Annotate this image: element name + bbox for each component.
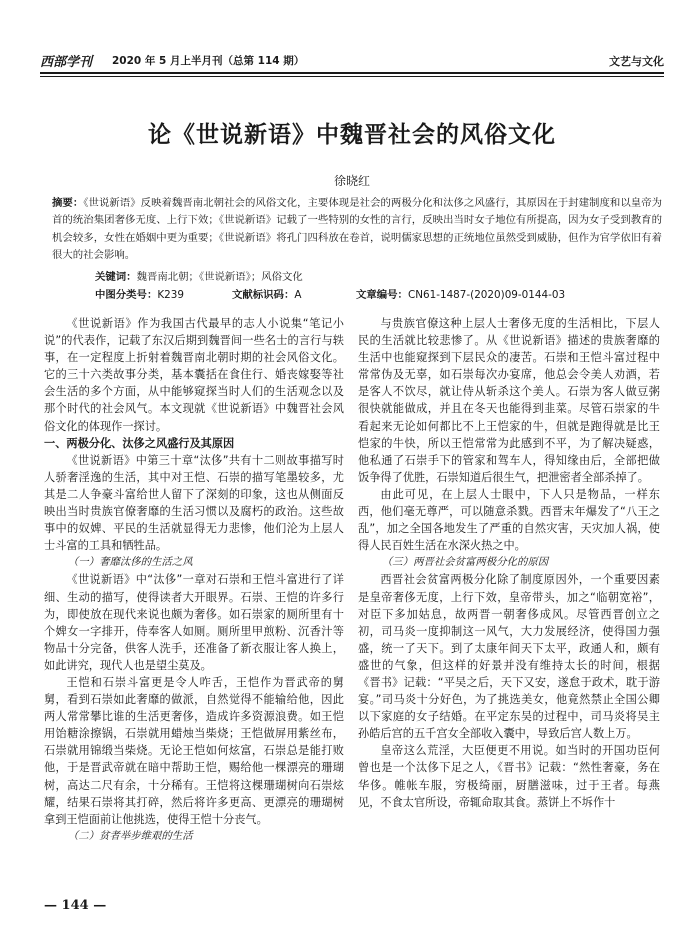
journal-name: 西部学刊 [40, 55, 93, 70]
abstract [52, 195, 662, 264]
classification-number [95, 286, 184, 301]
keywords-text: 魏晋南北朝；《世说新语》；风俗文化 [136, 271, 303, 283]
article-title: 论《世说新语》中魏晋社会的风俗文化 [148, 121, 556, 148]
keywords [95, 268, 303, 283]
body-paragraph: 由此可见，在上层人士眼中，下人只是物品，一样东西，他们毫无尊严，可以随意杀戮。西晋末年爆发了“八王之乱”，加之全国各地发生了严重的自然灾害，天灾加人祸，使得人民百姓生活在水深火热之中。 [358, 487, 660, 553]
section-heading: 一、两极分化、汰侈之风盛行及其原因 [44, 436, 235, 450]
article-no-label: 文章编号： [356, 289, 408, 301]
doc-code-label: 文献标识码： [232, 289, 295, 301]
article-no-value: CN61-1487-(2020)09-0144-03 [407, 289, 566, 301]
subsection-heading: （一）奢靡汰侈的生活之风 [67, 556, 193, 569]
body-paragraph: 西晋社会贫富两极分化除了制度原因外，一个重要因素是皇帝奢侈无度，上行下效，皇帝带头，加之“临朝宽裕”，对臣下多加姑息，故两晋一朝奢侈成风。尽管西晋创立之初，司马炎一度抑制这一风气，大力发展经济，使得国力强盛，统一了天下。到了太康年间天下太平，政通人和，颇有盛世的气象，但这样的好景并没有维持太长的时间，根据《晋书》记载：“平吴之后，天下又安，遂怠于政术，耽于游宴。”司马炎十分好色，为了挑选美女，他竟然禁止全国公卿以下家庭的女子结婚。在平定东吴的过程中，司马炎将吴主孙皓后宫的五千宫女全部收入囊中，导致后宫人数上万。 [358, 573, 660, 741]
header-rule-thin [40, 76, 664, 77]
issue-info: 2020 年 5 月上半月刊（总第 114 期） [112, 55, 305, 67]
page-number: — 144 — [44, 898, 107, 913]
body-column-left [44, 315, 344, 845]
header-rule-thick [40, 72, 664, 74]
classification-label: 中图分类号： [95, 289, 158, 301]
abstract-label: 摘要： [52, 197, 84, 209]
body-paragraph: 《世说新语》中“汰侈”一章对石崇和王恺斗富进行了详细、生动的描写，使得读者大开眼界。石崇、王恺的许多行为，即使放在现代来说也颇为奢侈。如石崇家的厕所里有十个婢女一字排开，侍奉客人如厕。厕所里甲煎粉、沉香汁等物品十分完备，供客人洗手，还准备了新衣服让客人换上，如此讲究，现代人也是望尘莫及。 [44, 573, 344, 672]
subsection-heading: （二）贫者举步维艰的生活 [67, 829, 193, 842]
body-paragraph: 皇帝这么荒淫，大臣便更不用说。如当时的开国功臣何曾也是一个汰侈下足之人，《晋书》记载：“然性奢豪，务在华侈。帷帐车服，穷极绮丽，厨膳滋味，过于王者。每燕见，不食太官所设，帝辄命取其食。蒸饼上不坼作十 [358, 744, 660, 809]
running-header [40, 50, 664, 72]
section-name: 文艺与文化 [609, 55, 664, 68]
abstract-text: 《世说新语》反映着魏晋南北朝社会的风俗文化，主要体现是社会的两极分化和汰侈之风盛行，其原因在于封建制度和以皇帝为首的统治集团奢侈无度、上行下效；《世说新语》记载了一些特别的女性的言行，反映出当时女子地位有所提高，因为女子受到教育的机会较多，女性在婚姻中更为重要；《世说新语》将孔门四科放在卷首，说明儒家思想的正统地位虽然受到威胁，但作为官学依旧有着很大的社会影响。 [52, 197, 663, 261]
doc-code-value: A [294, 289, 302, 301]
body-paragraph: 《世说新语》中第三十章“汰侈”共有十二则故事描写时人骄奢淫逸的生活，其中对王恺、石崇的描写笔墨较多，尤其是二人争豪斗富给世人留下了深刻的印象，这也从侧面反映出当时贵族官僚奢靡的生活习惯以及腐朽的政治。这些故事中的奴婢、平民的生活就显得无力悲惨，他们沦为上层人士斗富的工具和牺牲品。 [44, 453, 344, 553]
body-paragraph: 《世说新语》作为我国古代最早的志人小说集“笔记小说”的代表作，记载了东汉后期到魏晋间一些名士的言行与轶事，在一定程度上折射着魏晋南北朝时期的社会风俗文化。它的三十六类故事分类，基本囊括在食住行、婚丧嫁娶等社会生活的多个方面，从中能够窥探当时人们的生活观念以及那个时代的社会风气。本文现就《世说新语》中魏晋社会风俗文化的体现作一探讨。 [44, 317, 344, 433]
keywords-label: 关键词： [95, 271, 137, 283]
document-code [232, 286, 301, 301]
classification-value: K239 [157, 289, 184, 301]
body-paragraph: 与贵族官僚这种上层人士奢侈无度的生活相比，下层人民的生活就比较悲惨了。从《世说新语》描述的贵族奢靡的生活中也能窥探到下层民众的凄苦。石崇和王恺斗富过程中常常伪及无辜，如石崇每次办宴席，他总会令美人劝酒，若是客人不饮尽，就让侍从斩杀这个美人。石崇为客人做豆粥很快就能做成，并且在冬天也能得到韭菜。尽管石崇家的牛看起来无论如何都比不上王恺家的牛，但就是跑得就是比王恺家的牛快，所以王恺常常为此感到不平，为了解决疑惑，他私通了石崇手下的管家和驾车人，得知缘由后，全部把做饭争得了优胜，石崇知道后很生气，把泄密者全部杀掉了。 [358, 317, 660, 484]
article-number [356, 286, 565, 301]
body-paragraph: 王恺和石崇斗富更是令人咋舌，王恺作为晋武帝的舅舅，看到石崇如此奢靡的做派，自然觉得不能输给他，因此两人常常攀比谁的生活更奢侈，造成许多资源浪费。如王恺用饴糖涂擦锅，石崇就用蜡烛当柴烧；王恺做屏用紫丝布，石崇就用锦缎当柴烧。无论王恺如何炫富，石崇总是能打败他，于是晋武帝就在暗中帮助王恺，赐给他一棵漂亮的珊瑚树，高达二尺有余，十分稀有。王恺将这棵珊瑚树向石崇炫耀，结果石崇将其打碎，然后将许多更高、更漂亮的珊瑚树拿到王恺面前让他挑选，使得王恺十分丧气。 [44, 675, 344, 826]
body-column-right [358, 315, 660, 811]
article-author: 徐晓红 [333, 174, 370, 188]
subsection-heading: （三）两晋社会贫富两极分化的原因 [381, 556, 549, 569]
